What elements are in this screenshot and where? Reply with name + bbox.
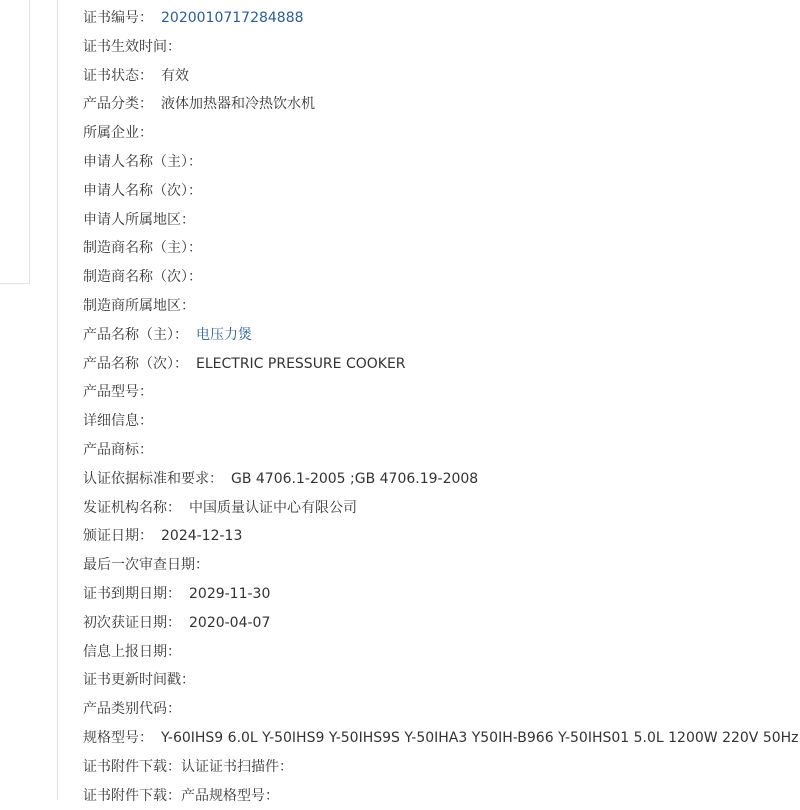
report-date-label: 信息上报日期： <box>83 643 181 660</box>
detail-info-label: 详细信息： <box>83 413 153 430</box>
expiry-date-value: 2029-11-30 <box>189 585 271 602</box>
issuing-authority-value: 中国质量认证中心有限公司 <box>189 499 357 516</box>
certificate-status-value: 有效 <box>161 67 189 84</box>
field-effective-time <box>83 33 799 62</box>
field-issuing-authority <box>83 494 799 523</box>
manufacturer-region-label: 制造商所属地区： <box>83 297 195 314</box>
field-product-name-primary <box>83 321 799 350</box>
issue-date-label: 颁证日期： <box>83 528 153 545</box>
attachment-spec-label: 证书附件下载： <box>83 787 181 804</box>
field-first-issue-date <box>83 609 799 638</box>
issuing-authority-label: 发证机构名称： <box>83 499 181 516</box>
attachment-scan-link[interactable]: 认证证书扫描件： <box>181 758 293 775</box>
applicant-region-label: 申请人所属地区： <box>83 211 195 228</box>
attachment-scan-label: 证书附件下载： <box>83 758 181 775</box>
manufacturer-name-secondary-label: 制造商名称（次）： <box>83 269 202 286</box>
product-category-code-label: 产品类别代码： <box>83 701 181 718</box>
field-expiry-date <box>83 580 799 609</box>
certification-standards-label: 认证依据标准和要求： <box>83 470 223 487</box>
specification-model-value: Y-60IHS9 6.0L Y-50IHS9 Y-50IHS9S Y-50IHA3 Y50IH-B966 Y-50IHS01 5.0L 1200W 220V 50Hz <box>161 729 799 746</box>
specification-model-label: 规格型号： <box>83 729 153 746</box>
field-applicant-region <box>83 206 799 235</box>
issue-date-value: 2024-12-13 <box>161 528 243 545</box>
product-category-label: 产品分类： <box>83 96 153 113</box>
field-certificate-status <box>83 62 799 91</box>
product-name-primary-label: 产品名称（主）： <box>83 326 188 343</box>
field-applicant-name-secondary <box>83 177 799 206</box>
expiry-date-label: 证书到期日期： <box>83 585 181 602</box>
left-sidebar-panel <box>0 0 30 284</box>
applicant-name-secondary-label: 申请人名称（次）： <box>83 182 202 199</box>
field-product-category <box>83 90 799 119</box>
field-attachment-scan <box>83 753 799 782</box>
certificate-number-link[interactable]: 2020010717284888 <box>161 10 304 26</box>
field-certification-standards <box>83 465 799 494</box>
certificate-status-label: 证书状态： <box>83 67 153 84</box>
field-product-trademark <box>83 436 799 465</box>
product-name-primary-link[interactable]: 电压力煲 <box>196 326 252 343</box>
field-manufacturer-region <box>83 292 799 321</box>
first-issue-date-label: 初次获证日期： <box>83 614 181 631</box>
certification-standards-value: GB 4706.1-2005 ;GB 4706.19-2008 <box>231 470 479 487</box>
field-enterprise <box>83 119 799 148</box>
effective-time-label: 证书生效时间： <box>83 38 181 55</box>
enterprise-label: 所属企业： <box>83 125 153 142</box>
update-timestamp-label: 证书更新时间戳： <box>83 672 195 689</box>
manufacturer-name-primary-label: 制造商名称（主）： <box>83 240 202 257</box>
product-model-label: 产品型号： <box>83 384 153 401</box>
vertical-divider <box>57 0 58 800</box>
applicant-name-primary-label: 申请人名称（主）： <box>83 153 202 170</box>
field-certificate-number <box>83 4 799 33</box>
field-manufacturer-name-secondary <box>83 263 799 292</box>
field-attachment-spec <box>83 782 799 810</box>
field-manufacturer-name-primary <box>83 234 799 263</box>
field-detail-info <box>83 407 799 436</box>
first-issue-date-value: 2020-04-07 <box>189 614 271 631</box>
last-review-date-label: 最后一次审查日期： <box>83 557 209 574</box>
attachment-spec-link[interactable]: 产品规格型号： <box>181 787 279 804</box>
field-update-timestamp <box>83 666 799 695</box>
field-issue-date <box>83 522 799 551</box>
certificate-number-label: 证书编号： <box>83 10 153 26</box>
product-trademark-label: 产品商标： <box>83 441 153 458</box>
field-applicant-name-primary <box>83 148 799 177</box>
product-name-secondary-label: 产品名称（次）： <box>83 355 188 372</box>
field-report-date <box>83 638 799 667</box>
field-product-name-secondary <box>83 350 799 379</box>
product-name-secondary-value: ELECTRIC PRESSURE COOKER <box>196 355 406 372</box>
field-specification-model <box>83 724 799 753</box>
certificate-detail-list <box>83 4 799 810</box>
field-product-model <box>83 378 799 407</box>
field-last-review-date <box>83 551 799 580</box>
field-product-category-code <box>83 695 799 724</box>
product-category-value: 液体加热器和冷热饮水机 <box>161 96 315 113</box>
